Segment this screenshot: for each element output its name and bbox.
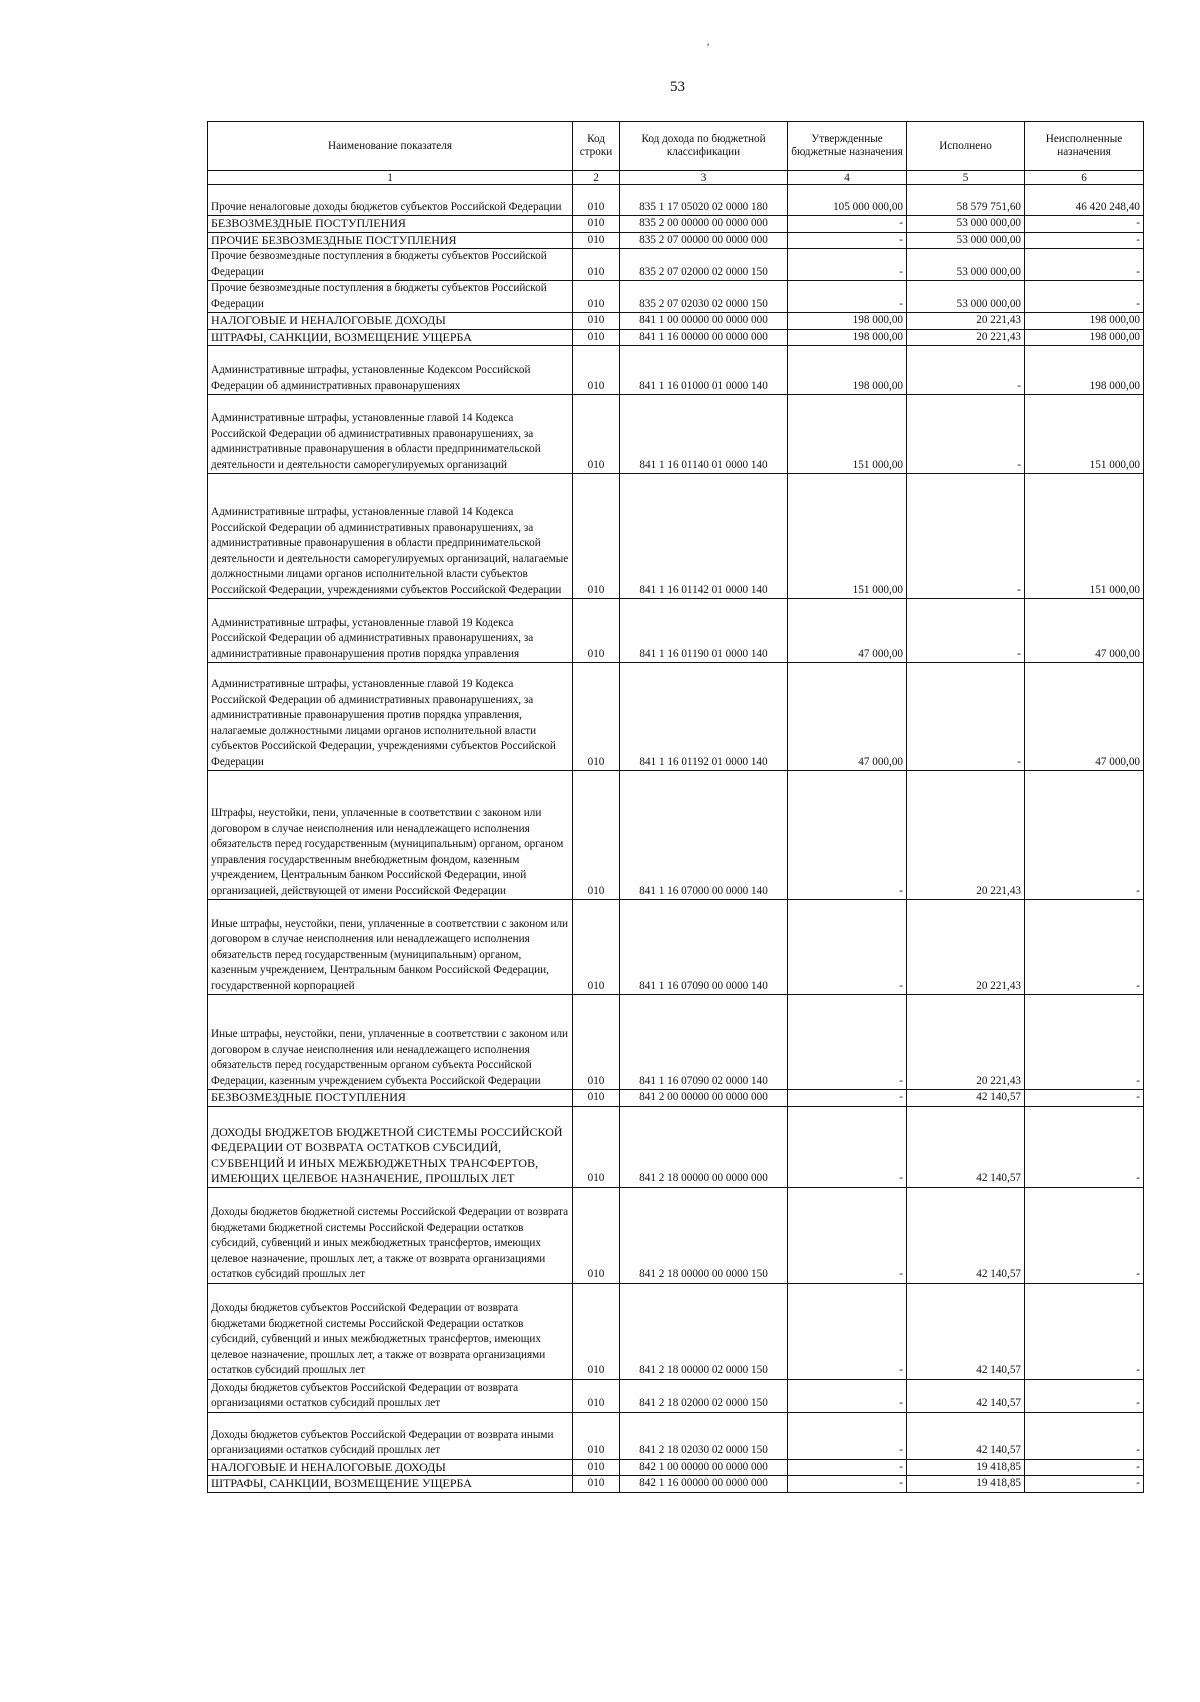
table-row (208, 1106, 1144, 1187)
table-body (208, 185, 1144, 1493)
row-line-code-cell: 010 (573, 281, 620, 313)
row-name-cell: ШТРАФЫ, САНКЦИИ, ВОЗМЕЩЕНИЕ УЩЕРБА (208, 1476, 573, 1493)
row-executed-cell: 53 000 000,00 (907, 249, 1025, 281)
row-name-cell: БЕЗВОЗМЕЗДНЫЕ ПОСТУПЛЕНИЯ (208, 216, 573, 233)
row-approved-cell: 105 000 000,00 (788, 185, 907, 216)
table-row (208, 346, 1144, 395)
row-approved-cell: - (788, 216, 907, 233)
column-number: 1 (208, 171, 573, 185)
table-row (208, 1187, 1144, 1283)
row-line-code-cell: 010 (573, 900, 620, 995)
row-executed-cell: 20 221,43 (907, 995, 1025, 1090)
row-approved-cell: - (788, 1459, 907, 1476)
row-name-cell: Доходы бюджетов субъектов Российской Федерации от возврата бюджетами бюджетной системы Российской Федерации остатков субсидий, субвенций и иных межбюджетных трансфертов, имеющих целевое назначение, прошлых лет, а также от возврата организациями остатков субсидий прошлых лет (208, 1283, 573, 1379)
table-row (208, 663, 1144, 771)
row-approved-cell: 198 000,00 (788, 346, 907, 395)
tick-mark: ’ (706, 40, 710, 54)
row-approved-cell: 198 000,00 (788, 313, 907, 330)
row-executed-cell: 19 418,85 (907, 1476, 1025, 1493)
row-income-code-cell: 841 1 16 07090 02 0000 140 (620, 995, 788, 1090)
row-income-code-cell: 841 2 18 00000 00 0000 000 (620, 1106, 788, 1187)
row-income-code-cell: 841 1 16 01142 01 0000 140 (620, 474, 788, 599)
header-line-code: Код строки (573, 122, 620, 171)
row-unexecuted-cell: - (1025, 1106, 1144, 1187)
row-unexecuted-cell: 198 000,00 (1025, 313, 1144, 330)
row-income-code-cell: 841 1 16 00000 00 0000 000 (620, 329, 788, 346)
row-executed-cell: - (907, 474, 1025, 599)
row-line-code-cell: 010 (573, 346, 620, 395)
row-unexecuted-cell: - (1025, 216, 1144, 233)
row-approved-cell: 151 000,00 (788, 395, 907, 474)
row-name-cell: Административные штрафы, установленные Кодексом Российской Федерации об административных правонарушениях (208, 346, 573, 395)
row-line-code-cell: 010 (573, 1476, 620, 1493)
row-executed-cell: 58 579 751,60 (907, 185, 1025, 216)
header-approved: Утвержденные бюджетные назначения (788, 122, 907, 171)
row-executed-cell: 42 140,57 (907, 1283, 1025, 1379)
row-executed-cell: - (907, 346, 1025, 395)
table-row (208, 1283, 1144, 1379)
table-row (208, 599, 1144, 663)
row-unexecuted-cell: 47 000,00 (1025, 663, 1144, 771)
row-unexecuted-cell: 198 000,00 (1025, 329, 1144, 346)
row-executed-cell: 42 140,57 (907, 1090, 1025, 1107)
row-approved-cell: - (788, 249, 907, 281)
row-approved-cell: - (788, 232, 907, 249)
row-line-code-cell: 010 (573, 1090, 620, 1107)
row-executed-cell: - (907, 663, 1025, 771)
row-unexecuted-cell: 151 000,00 (1025, 474, 1144, 599)
row-approved-cell: - (788, 1090, 907, 1107)
table-row (208, 771, 1144, 900)
row-unexecuted-cell: - (1025, 1459, 1144, 1476)
row-line-code-cell: 010 (573, 313, 620, 330)
header-income-code: Код дохода по бюджетной классификации (620, 122, 788, 171)
row-line-code-cell: 010 (573, 1187, 620, 1283)
header-executed: Исполнено (907, 122, 1025, 171)
page-number: 53 (670, 79, 685, 95)
table-row (208, 1379, 1144, 1412)
row-approved-cell: - (788, 281, 907, 313)
row-executed-cell: 20 221,43 (907, 329, 1025, 346)
row-income-code-cell: 841 2 18 00000 00 0000 150 (620, 1187, 788, 1283)
row-executed-cell: 53 000 000,00 (907, 232, 1025, 249)
column-number: 6 (1025, 171, 1144, 185)
row-name-cell: Иные штрафы, неустойки, пени, уплаченные в соответствии с законом или договором в случае неисполнения или ненадлежащего исполнения обязательств перед государственным (муниципальным) органом, казенным учреждением, Центральным банком Российской Федерации, государственной корпорацией (208, 900, 573, 995)
table-row (208, 281, 1144, 313)
table-row (208, 313, 1144, 330)
row-unexecuted-cell: - (1025, 232, 1144, 249)
table-row (208, 1459, 1144, 1476)
row-approved-cell: - (788, 900, 907, 995)
row-line-code-cell: 010 (573, 216, 620, 233)
row-income-code-cell: 842 1 00 00000 00 0000 000 (620, 1459, 788, 1476)
row-approved-cell: 198 000,00 (788, 329, 907, 346)
table-row (208, 900, 1144, 995)
row-approved-cell: 151 000,00 (788, 474, 907, 599)
row-income-code-cell: 841 2 18 02000 02 0000 150 (620, 1379, 788, 1412)
table-row (208, 395, 1144, 474)
row-executed-cell: 42 140,57 (907, 1187, 1025, 1283)
table-row (208, 1090, 1144, 1107)
row-name-cell: Административные штрафы, установленные главой 14 Кодекса Российской Федерации об административных правонарушениях, за административные правонарушения в области предпринимательской деятельности и деятельности саморегулируемых организаций (208, 395, 573, 474)
row-unexecuted-cell: 46 420 248,40 (1025, 185, 1144, 216)
row-executed-cell: 42 140,57 (907, 1379, 1025, 1412)
row-income-code-cell: 841 2 18 02030 02 0000 150 (620, 1412, 788, 1459)
row-name-cell: Штрафы, неустойки, пени, уплаченные в соответствии с законом или договором в случае неисполнения или ненадлежащего исполнения обязательств перед государственным (муниципальным) органом, органом управления государственным внебюджетным фондом, казенным учреждением, Центральным банком Российской Федерации, иной организацией, действующей от имени Российской Федерации (208, 771, 573, 900)
table-row (208, 249, 1144, 281)
row-line-code-cell: 010 (573, 1106, 620, 1187)
row-approved-cell: - (788, 1379, 907, 1412)
row-name-cell: Административные штрафы, установленные главой 19 Кодекса Российской Федерации об административных правонарушениях, за административные правонарушения против порядка управления, налагаемые должностными лицами органов исполнительной власти субъектов Российской Федерации, учреждениями субъектов Российской Федерации (208, 663, 573, 771)
row-executed-cell: - (907, 395, 1025, 474)
row-name-cell: НАЛОГОВЫЕ И НЕНАЛОГОВЫЕ ДОХОДЫ (208, 313, 573, 330)
row-unexecuted-cell: - (1025, 1283, 1144, 1379)
row-approved-cell: - (788, 1283, 907, 1379)
row-name-cell: Доходы бюджетов субъектов Российской Федерации от возврата иными организациями остатков субсидий прошлых лет (208, 1412, 573, 1459)
row-name-cell: Доходы бюджетов субъектов Российской Федерации от возврата организациями остатков субсидий прошлых лет (208, 1379, 573, 1412)
table-row (208, 1412, 1144, 1459)
row-income-code-cell: 841 1 16 01190 01 0000 140 (620, 599, 788, 663)
column-number: 2 (573, 171, 620, 185)
row-unexecuted-cell: - (1025, 1379, 1144, 1412)
table-row (208, 232, 1144, 249)
row-executed-cell: 53 000 000,00 (907, 216, 1025, 233)
table-row (208, 474, 1144, 599)
table-row (208, 216, 1144, 233)
row-unexecuted-cell: - (1025, 900, 1144, 995)
row-name-cell: Прочие безвозмездные поступления в бюджеты субъектов Российской Федерации (208, 249, 573, 281)
row-income-code-cell: 841 1 16 01000 01 0000 140 (620, 346, 788, 395)
table-row (208, 995, 1144, 1090)
row-unexecuted-cell: 151 000,00 (1025, 395, 1144, 474)
row-line-code-cell: 010 (573, 1459, 620, 1476)
row-approved-cell: - (788, 1106, 907, 1187)
row-income-code-cell: 841 1 16 07090 00 0000 140 (620, 900, 788, 995)
row-income-code-cell: 841 1 16 01192 01 0000 140 (620, 663, 788, 771)
row-income-code-cell: 835 2 07 02000 02 0000 150 (620, 249, 788, 281)
row-name-cell: ДОХОДЫ БЮДЖЕТОВ БЮДЖЕТНОЙ СИСТЕМЫ РОССИЙСКОЙ ФЕДЕРАЦИИ ОТ ВОЗВРАТА ОСТАТКОВ СУБСИДИЙ, СУБВЕНЦИЙ И ИНЫХ МЕЖБЮДЖЕТНЫХ ТРАНСФЕРТОВ, ИМЕЮЩИХ ЦЕЛЕВОЕ НАЗНАЧЕНИЕ, ПРОШЛЫХ ЛЕТ (208, 1106, 573, 1187)
header-name: Наименование показателя (208, 122, 573, 171)
row-income-code-cell: 835 1 17 05020 02 0000 180 (620, 185, 788, 216)
column-number: 5 (907, 171, 1025, 185)
header-row (208, 122, 1144, 171)
row-line-code-cell: 010 (573, 185, 620, 216)
row-approved-cell: - (788, 995, 907, 1090)
row-line-code-cell: 010 (573, 249, 620, 281)
row-income-code-cell: 841 1 00 00000 00 0000 000 (620, 313, 788, 330)
row-executed-cell: 42 140,57 (907, 1412, 1025, 1459)
row-name-cell: Доходы бюджетов бюджетной системы Российской Федерации от возврата бюджетами бюджетной системы Российской Федерации остатков субсидий, субвенций и иных межбюджетных трансфертов, имеющих целевое назначение, прошлых лет, а также от возврата организациями остатков субсидий прошлых лет (208, 1187, 573, 1283)
row-approved-cell: - (788, 771, 907, 900)
column-number: 3 (620, 171, 788, 185)
table-row (208, 185, 1144, 216)
row-executed-cell: 19 418,85 (907, 1459, 1025, 1476)
row-line-code-cell: 010 (573, 232, 620, 249)
row-unexecuted-cell: - (1025, 249, 1144, 281)
row-approved-cell: - (788, 1476, 907, 1493)
row-line-code-cell: 010 (573, 329, 620, 346)
row-executed-cell: - (907, 599, 1025, 663)
row-name-cell: ШТРАФЫ, САНКЦИИ, ВОЗМЕЩЕНИЕ УЩЕРБА (208, 329, 573, 346)
row-income-code-cell: 841 1 16 01140 01 0000 140 (620, 395, 788, 474)
row-line-code-cell: 010 (573, 1283, 620, 1379)
column-number-row (208, 171, 1144, 185)
row-name-cell: Прочие безвозмездные поступления в бюджеты субъектов Российской Федерации (208, 281, 573, 313)
row-income-code-cell: 841 1 16 07000 00 0000 140 (620, 771, 788, 900)
row-income-code-cell: 835 2 07 00000 00 0000 000 (620, 232, 788, 249)
row-unexecuted-cell: - (1025, 1187, 1144, 1283)
row-name-cell: ПРОЧИЕ БЕЗВОЗМЕЗДНЫЕ ПОСТУПЛЕНИЯ (208, 232, 573, 249)
row-unexecuted-cell: - (1025, 281, 1144, 313)
budget-report-table (207, 121, 1144, 1493)
row-executed-cell: 20 221,43 (907, 900, 1025, 995)
row-unexecuted-cell: - (1025, 995, 1144, 1090)
row-line-code-cell: 010 (573, 663, 620, 771)
row-income-code-cell: 835 2 07 02030 02 0000 150 (620, 281, 788, 313)
column-number: 4 (788, 171, 907, 185)
row-income-code-cell: 842 1 16 00000 00 0000 000 (620, 1476, 788, 1493)
row-unexecuted-cell: - (1025, 1412, 1144, 1459)
row-approved-cell: 47 000,00 (788, 663, 907, 771)
row-line-code-cell: 010 (573, 771, 620, 900)
row-line-code-cell: 010 (573, 599, 620, 663)
row-line-code-cell: 010 (573, 995, 620, 1090)
row-executed-cell: 20 221,43 (907, 771, 1025, 900)
row-line-code-cell: 010 (573, 395, 620, 474)
row-approved-cell: - (788, 1187, 907, 1283)
row-line-code-cell: 010 (573, 1379, 620, 1412)
row-unexecuted-cell: 198 000,00 (1025, 346, 1144, 395)
row-name-cell: НАЛОГОВЫЕ И НЕНАЛОГОВЫЕ ДОХОДЫ (208, 1459, 573, 1476)
row-executed-cell: 20 221,43 (907, 313, 1025, 330)
row-line-code-cell: 010 (573, 1412, 620, 1459)
row-executed-cell: 53 000 000,00 (907, 281, 1025, 313)
header-unexecuted: Неисполненные назначения (1025, 122, 1144, 171)
row-income-code-cell: 841 2 00 00000 00 0000 000 (620, 1090, 788, 1107)
row-approved-cell: - (788, 1412, 907, 1459)
row-unexecuted-cell: - (1025, 1090, 1144, 1107)
row-name-cell: Прочие неналоговые доходы бюджетов субъектов Российской Федерации (208, 185, 573, 216)
row-income-code-cell: 835 2 00 00000 00 0000 000 (620, 216, 788, 233)
row-unexecuted-cell: - (1025, 1476, 1144, 1493)
row-income-code-cell: 841 2 18 00000 02 0000 150 (620, 1283, 788, 1379)
row-name-cell: Иные штрафы, неустойки, пени, уплаченные в соответствии с законом или договором в случае неисполнения или ненадлежащего исполнения обязательств перед государственным органом субъекта Российской Федерации, казенным учреждением субъекта Российской Федерации (208, 995, 573, 1090)
table-row (208, 1476, 1144, 1493)
row-unexecuted-cell: - (1025, 771, 1144, 900)
row-unexecuted-cell: 47 000,00 (1025, 599, 1144, 663)
row-approved-cell: 47 000,00 (788, 599, 907, 663)
table-row (208, 329, 1144, 346)
row-name-cell: Административные штрафы, установленные главой 14 Кодекса Российской Федерации об административных правонарушениях, за административные правонарушения в области предпринимательской деятельности и деятельности саморегулируемых организаций, налагаемые должностными лицами органов исполнительной власти субъектов Российской Федерации, учреждениями субъектов Российской Федерации (208, 474, 573, 599)
row-name-cell: Административные штрафы, установленные главой 19 Кодекса Российской Федерации об административных правонарушениях, за административные правонарушения против порядка управления (208, 599, 573, 663)
row-executed-cell: 42 140,57 (907, 1106, 1025, 1187)
row-line-code-cell: 010 (573, 474, 620, 599)
row-name-cell: БЕЗВОЗМЕЗДНЫЕ ПОСТУПЛЕНИЯ (208, 1090, 573, 1107)
